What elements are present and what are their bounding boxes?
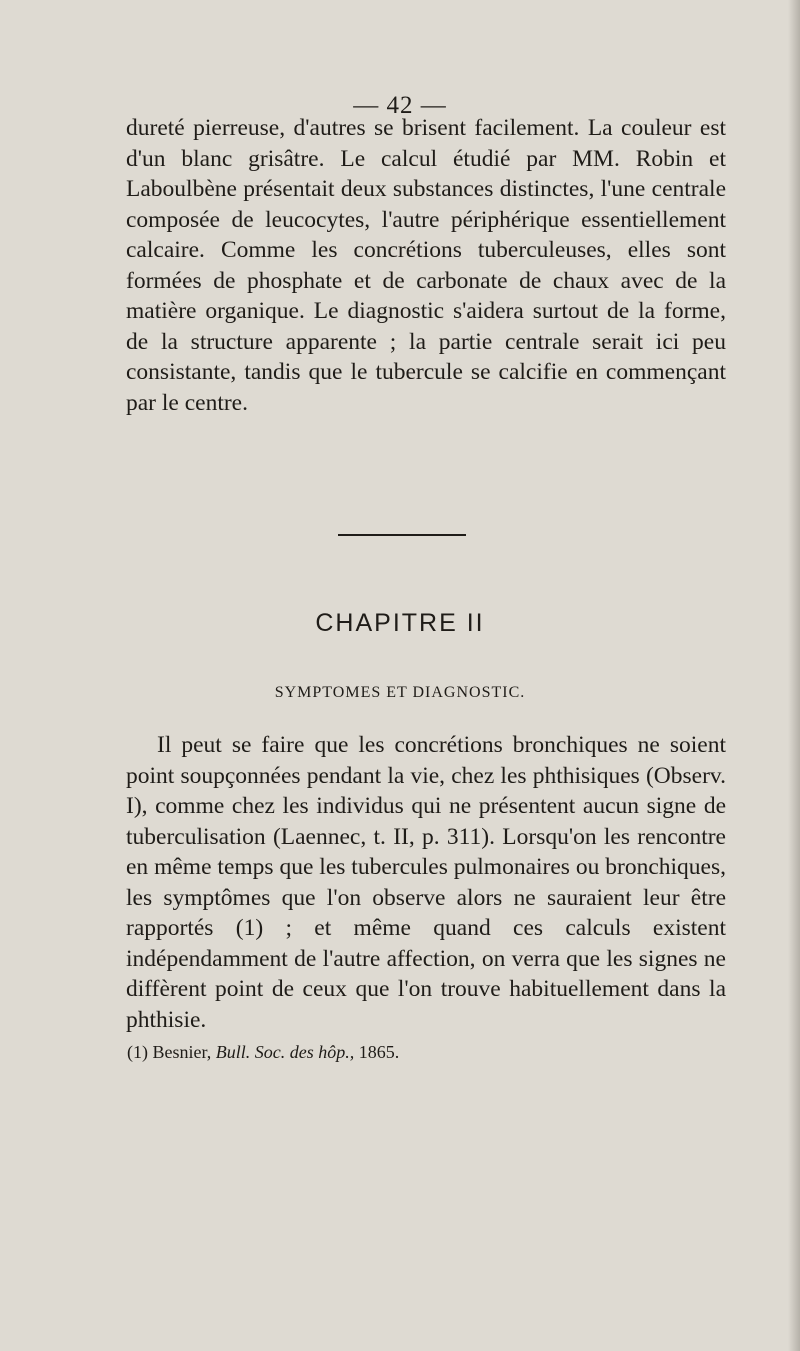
footnote-marker: (1) bbox=[127, 1042, 148, 1062]
body-paragraph: dureté pierreuse, d'autres se brisent facilement. La couleur est d'un blanc grisâtre. Le calcul étudié par MM. Robin et Laboulbène présentait deux substances distinctes, l'une centrale composée de leucocytes, l'autre périphérique essentiellement calcaire. Comme les concrétions tuberculeuses, elles sont formées de phosphate et de carbonate de chaux avec de la matière organique. Le diagnostic s'aidera surtout de la forme, de la structure apparente ; la partie centrale serait ici peu consistante, tandis que le tubercule se calcifie en commençant par le centre. bbox=[126, 115, 726, 416]
chapter-subtitle: SYMPTOMES ET DIAGNOSTIC. bbox=[274, 684, 526, 701]
chapter-divider-rule bbox=[338, 534, 466, 536]
page-edge-shadow bbox=[788, 0, 800, 1351]
footnote-author: Besnier, bbox=[152, 1042, 212, 1062]
footnote-year: 1865. bbox=[358, 1042, 400, 1062]
footnote bbox=[127, 1040, 399, 1064]
chapter-title: CHAPITRE II bbox=[315, 609, 485, 637]
footnote-journal: Bull. Soc. des hôp., bbox=[215, 1042, 355, 1062]
body-paragraph: Il peut se faire que les concrétions bronchiques ne soient point soupçonnées pendant la vie, chez les phthisiques (Observ. I), comme chez les individus qui ne présentent aucun signe de tuberculisation (Laennec, t. II, p. 311). Lorsqu'on les rencontre en même temps que les tubercules pulmonaires ou bronchiques, les symptômes que l'on observe alors ne sauraient leur être rapportés (1) ; et même quand ces calculs existent indépendamment de l'autre affection, on verra que les signes ne diffèrent point de ceux que l'on trouve habituellement dans la phthisie. bbox=[126, 732, 726, 1033]
page-number: — 42 — bbox=[353, 92, 447, 119]
